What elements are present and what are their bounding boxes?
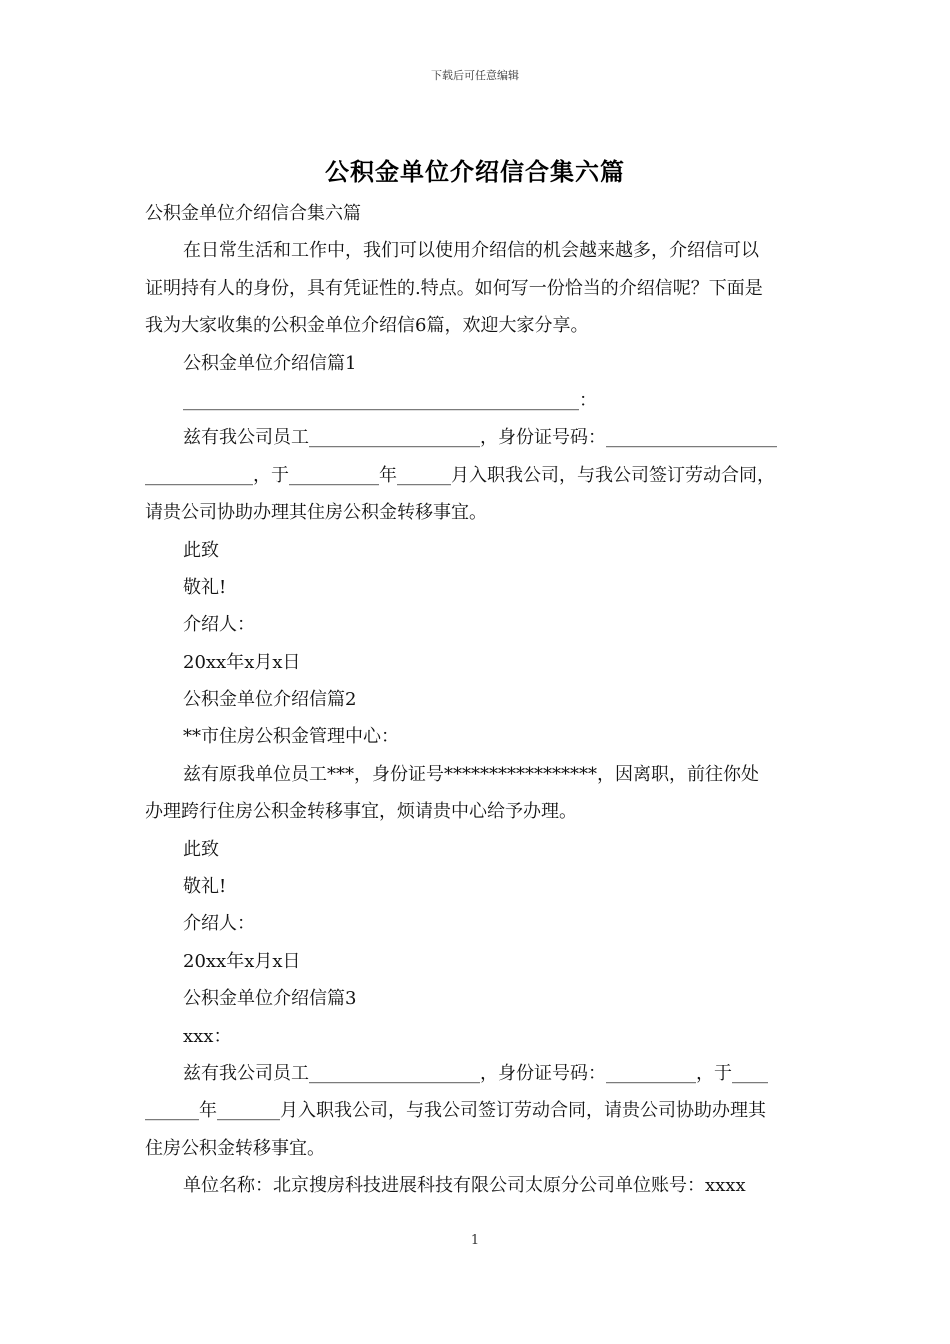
paragraph-line: 敬礼! [183,576,227,598]
paragraph-line: 单位名称：北京搜房科技进展科技有限公司太原分公司单位账号：xxxx [183,1175,746,1197]
paragraph-line: 介绍人： [183,614,255,636]
paragraph-line: 敬礼! [183,876,227,898]
paragraph-line: 兹有我公司员工___________________，身份证号码：__________，于____ [183,1062,768,1084]
paragraph-line: 20xx年x月x日 [183,950,301,972]
paragraph-line: 兹有我公司员工___________________，身份证号码：___________________ [183,427,777,449]
paragraph-line: 办理跨行住房公积金转移事宜，烦请贵中心给予办理。 [145,801,577,823]
paragraph-line: **市住房公积金管理中心： [183,726,399,748]
document-title: 公积金单位介绍信合集六篇 [325,157,625,186]
paragraph-line: 公积金单位介绍信篇2 [183,689,357,711]
paragraph-line: 在日常生活和工作中，我们可以使用介绍信的机会越来越多，介绍信可以 [183,240,759,262]
paragraph-line: 我为大家收集的公积金单位介绍信6篇，欢迎大家分享。 [145,315,589,337]
paragraph-line: 请贵公司协助办理其住房公积金转移事宜。 [145,502,487,524]
paragraph-line: 公积金单位介绍信篇1 [183,352,357,374]
paragraph-line: ____________________________________________： [183,389,597,411]
paragraph-line: xxx： [183,1025,232,1047]
paragraph-line: 20xx年x月x日 [183,651,301,673]
paragraph-line: 公积金单位介绍信篇3 [183,988,357,1010]
page-header: 下载后可任意编辑 [431,69,519,82]
paragraph-line: 介绍人： [183,913,255,935]
paragraph-line: 住房公积金转移事宜。 [145,1137,325,1159]
paragraph-line: 公积金单位介绍信合集六篇 [145,203,361,224]
paragraph-line: 兹有原我单位员工***，身份证号*****************，因离职，前往你处 [183,763,759,785]
document-body [145,195,810,1205]
page-number: 1 [470,1233,480,1248]
paragraph-line: 此致 [183,539,219,561]
paragraph-line: ______年_______月入职我公司，与我公司签订劳动合同，请贵公司协助办理其 [145,1100,766,1122]
paragraph-line: ____________，于__________年______月入职我公司，与我公司签订劳动合同， [145,464,775,486]
paragraph-line: 证明持有人的身份，具有凭证性的.特点。如何写一份恰当的介绍信呢？下面是 [145,277,763,299]
paragraph-line: 此致 [183,838,219,860]
